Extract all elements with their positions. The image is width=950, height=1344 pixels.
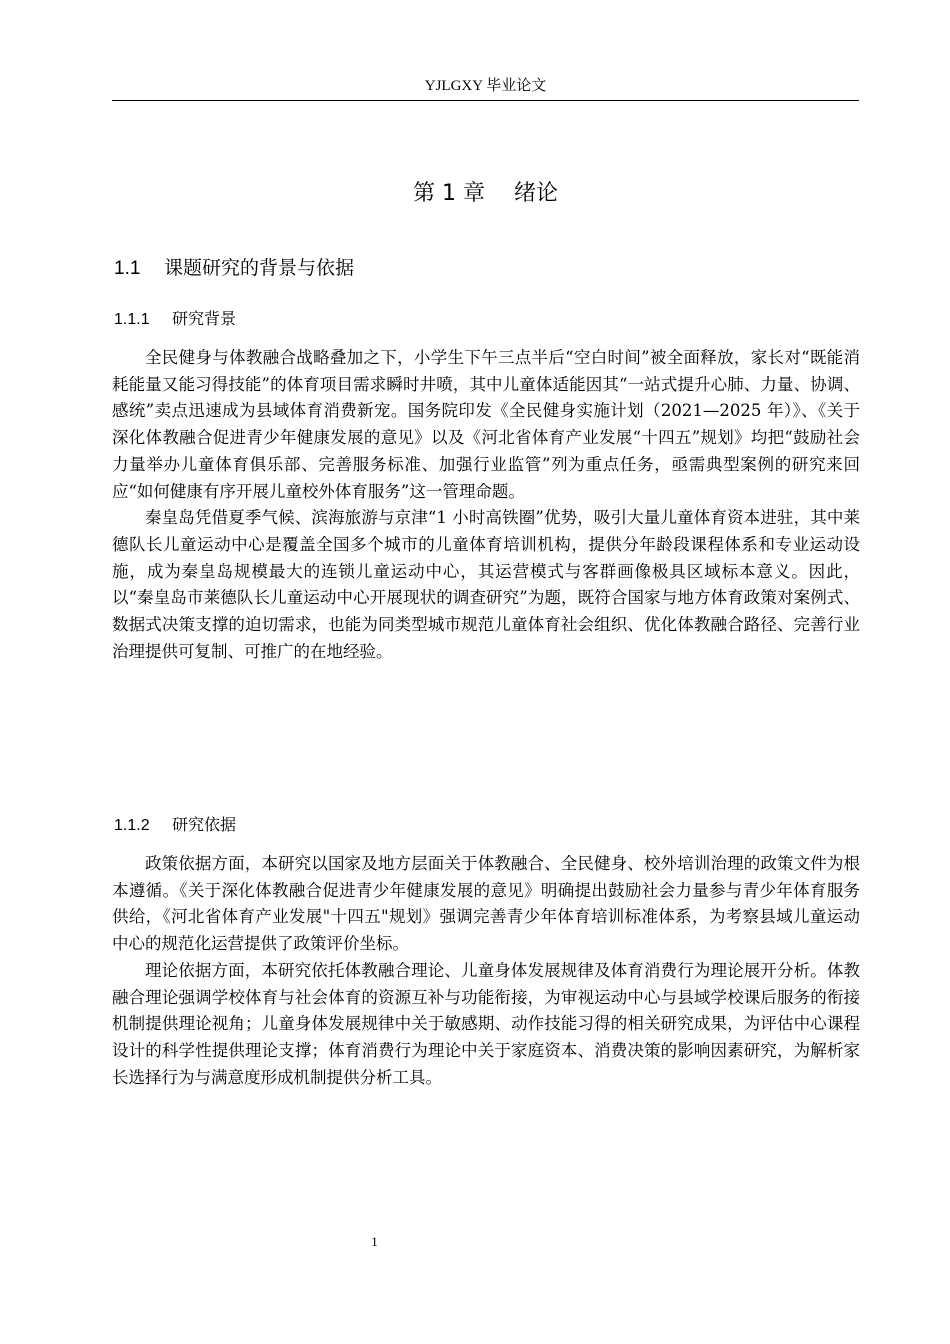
section-title: 课题研究的背景与依据	[164, 257, 355, 279]
subsection-number: 1.1.2	[114, 817, 150, 834]
section-heading-1-1	[114, 254, 354, 283]
paragraph: 理论依据方面，本研究依托体教融合理论、儿童身体发展规律及体育消费行为理论展开分析。体教融合理论强调学校体育与社会体育的资源互补与功能衔接，为审视运动中心与县域学校课后服务的衔接机制提供理论视角；儿童身体发展规律中关于敏感期、动作技能习得的相关研究成果，为评估中心课程设计的科学性提供理论支撑；体育消费行为理论中关于家庭资本、消费决策的影响因素研究，为解析家长选择行为与满意度形成机制提供分析工具。	[112, 960, 860, 1087]
subsection-heading-1-1-2	[114, 813, 236, 838]
subsection-number: 1.1.1	[114, 311, 150, 328]
body-block-background	[112, 345, 860, 665]
subsection-title: 研究背景	[172, 309, 237, 328]
page-number: 1	[371, 1234, 378, 1249]
paragraph: 政策依据方面，本研究以国家及地方层面关于体教融合、全民健身、校外培训治理的政策文件为根本遵循。《关于深化体教融合促进青少年健康发展的意见》明确提出鼓励社会力量参与青少年体育服务供给，《河北省体育产业发展"十四五"规划》强调完善青少年体育培训标准体系，为考察县域儿童运动中心的规范化运营提供了政策评价坐标。	[112, 854, 860, 954]
subsection-title: 研究依据	[172, 815, 237, 834]
page-header: YJLGXY 毕业论文	[424, 78, 547, 94]
paragraph: 全民健身与体教融合战略叠加之下，小学生下午三点半后“空白时间”被全面释放，家长对“既能消耗能量又能习得技能”的体育项目需求瞬时井喷，其中儿童体适能因其“一站式提升心肺、力量、协调、感统”卖点迅速成为县域体育消费新宠。国务院印发《全民健身实施计划（2021—2025 年）》、《关于深化体教融合促进青少年健康发展的意见》以及《河北省体育产业发展“十四五”规划》均把“鼓励社会力量举办儿童体育俱乐部、完善服务标准、加强行业监管”列为重点任务，亟需典型案例的研究来回应“如何健康有序开展儿童校外体育服务”这一管理命题。	[112, 348, 860, 501]
header-rule	[112, 100, 859, 101]
body-block-basis	[112, 851, 860, 1091]
subsection-heading-1-1-1	[114, 307, 236, 332]
section-number: 1.1	[114, 258, 141, 279]
chapter-title: 第 1 章 绪论	[413, 181, 558, 206]
paragraph: 秦皇岛凭借夏季气候、滨海旅游与京津“1 小时高铁圈”优势，吸引大量儿童体育资本进驻，其中莱德队长儿童运动中心是覆盖全国多个城市的儿童体育培训机构，提供分年龄段课程体系和专业运动设施，成为秦皇岛规模最大的连锁儿童运动中心，其运营模式与客群画像极具区域标本意义。因此，以“秦皇岛市莱德队长儿童运动中心开展现状的调查研究”为题，既符合国家与地方体育政策对案例式、数据式决策支撑的迫切需求，也能为同类型城市规范儿童体育社会组织、优化体教融合路径、完善行业治理提供可复制、可推广的在地经验。	[112, 508, 860, 661]
